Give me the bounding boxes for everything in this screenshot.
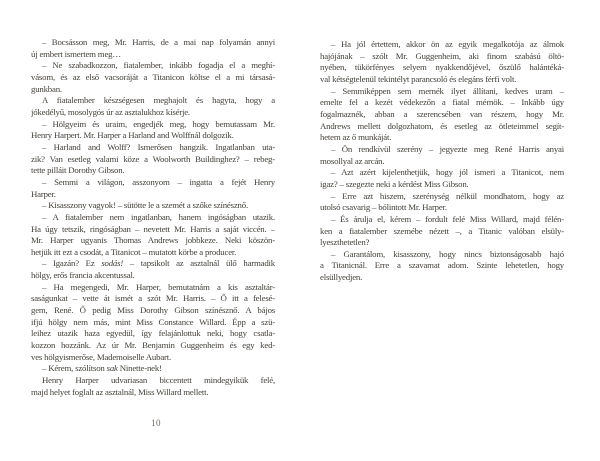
paragraph [31, 363, 275, 375]
text-line: – Semmiképpen sem mernék ilyet állítani, kedves uram – [331, 85, 564, 96]
paragraph [31, 95, 275, 118]
text-line: Henry Harpert. Mr. Harper a Harland and Wolffnál dolgozik. [31, 130, 234, 141]
text-line: hetem az ő munkáját. [320, 132, 392, 143]
text-line: lyeszthetetlen? [320, 237, 370, 248]
paragraph [31, 60, 275, 95]
text-line: – És árulja el, kérem – fordult felé Miss Willard, majd félén- [331, 213, 564, 224]
paragraph [31, 177, 275, 200]
paragraph [31, 37, 275, 60]
text-line: – Hölgyeim és uraim, engedjék meg, hogy bemutassam Mr. [42, 118, 275, 129]
text-line: – Ön rendkívül szerény – jegyezte meg René Harris anyai [331, 143, 564, 154]
page-left [31, 37, 275, 398]
text-line: val kétségtelenül tekintélyt parancsoló és elegáns férfi volt. [320, 73, 517, 84]
text-line: – Harland and Wolff? Ismerősen hangzik. Ingatlanban uta- [42, 141, 275, 152]
text-line: ken a fiatalember szemébe nézett –, a Titanic valóban elsüly- [320, 225, 564, 236]
page-right-text [320, 39, 564, 284]
text-line: Henry Harper udvariasan biccentett mindegyikük felé, [42, 375, 275, 386]
text-line: mosollyal az arcán. [320, 155, 385, 166]
text-line: Ha úgy tetszik, ringóságban – nevetett Mr. Harris a saját viccén. – [31, 223, 275, 234]
text-line: Harper. [31, 188, 56, 199]
text-line: – Ha megengedi, Mr. Harper, bemutatnám a kis asztaltár- [42, 281, 275, 292]
page-number: 10 [151, 418, 161, 428]
text-line: – Azt azért kijelenthetjük, hogy jól ismeri a Titanicot, nem [331, 167, 564, 178]
text-line: – Ha jól értettem, akkor ön az egyik megalkotója az álmok [331, 39, 564, 49]
paragraph [320, 39, 564, 86]
text-line: ves hölgyismerőse, Mademoiselle Aubart. [31, 351, 172, 362]
text-line: saságunkat – vette át ismét a szót Mr. Harris. – Ő itt a felesé- [31, 293, 275, 304]
paragraph [320, 249, 564, 284]
text-line: hölgy, erős francia akcentussal. [31, 270, 135, 281]
paragraph [320, 167, 564, 190]
text-line: Andrews mellett dolgozhatom, és esetleg az ötleteimmel segít- [320, 120, 564, 131]
text-line: – Semmi a világon, asszonyom – ingatta a fejét Henry [42, 176, 275, 187]
text-line: kozzon hozzánk. Az úr Mr. Benjamin Guggenheim és egy ked- [31, 340, 275, 351]
text-line: – Ne szabadkozzon, fiatalember, inkább fogadja el a meghí- [42, 60, 275, 71]
text-line: gunkban. [31, 83, 62, 94]
text-line: – Bocsásson meg, Mr. Harris, de a mai nap folyamán annyi [42, 37, 275, 47]
paragraph [31, 142, 275, 177]
text-line: majd helyet foglalt az asztalnál, Miss Willard mellett. [31, 386, 209, 397]
text-line: hetjük itt ezt a csodát, a Titanicot – mutatott körbe a producer. [31, 246, 237, 257]
text-line: gem, René. Ő pedig Miss Dorothy Gibson színésznő. A bájos [31, 305, 275, 316]
text-line: hajójának – szólt Mr. Guggenheim, aki finom szabású öltö- [320, 50, 564, 61]
paragraph [320, 191, 564, 214]
text-line: – Kérem, szólítson sak Ninette-nek! [42, 363, 162, 374]
text-line: – Igazán? Ez sodás! – tapsikolt az asztalnál ülő harmadik [42, 258, 275, 269]
text-line: leihez utazik haza egyedül, így felajánlottuk neki, hogy csatla- [31, 328, 275, 339]
text-line: – Erre azt hiszem, szerénység nélkül mondhatom, hogy az [331, 190, 564, 201]
text-line: jókedélyű, mosolygós úr az asztalukhoz kísérje. [31, 106, 190, 117]
text-line: emelte fel a kezét védekezőn a fiatal mérnök. – Inkább úgy [320, 97, 564, 108]
text-line: ifjú hölgy nem más, mint Miss Constance Willard. Épp a szü- [31, 316, 275, 327]
text-line: utolsó csavarig – bólintott Mr. Harper. [320, 202, 447, 213]
text-line: nyében, tükörfényes selyem nyakkendőjével, őszülő halántéká- [320, 62, 564, 73]
text-line: – Kisasszony vagyok! – sütötte le a szemét a szőke színésznő. [42, 200, 248, 211]
text-line: új embert ismertem meg… [31, 48, 121, 59]
paragraph [31, 258, 275, 281]
paragraph [31, 375, 275, 398]
paragraph [31, 200, 275, 212]
paragraph [31, 212, 275, 259]
text-line: fogalmaznék, abban a szerencsében van részem, hogy Mr. [320, 108, 564, 119]
paragraph [31, 119, 275, 142]
paragraph [320, 144, 564, 167]
page-right [320, 39, 564, 284]
text-line: – A fiatalember nem ingatlanban, hanem ingóságban utazik. [42, 211, 275, 222]
text-line: vásom, és az első vacsoráját a Titanicon költse el a mi társasá- [31, 71, 275, 82]
text-line: – Garantálom, kisasszony, hogy nincs biztonságosabb hajó [331, 248, 564, 259]
text-line: Mr. Harper ugyanis Thomas Andrews jobbkeze. Neki köszön- [31, 235, 275, 246]
text-line: elsüllyedjen. [320, 272, 363, 283]
page-left-text [31, 37, 275, 398]
text-line: a Titanicnál. Erre a szavamat adom. Szinte lehetetlen, hogy [320, 260, 564, 271]
text-line: igaz? – szegezte neki a kérdést Miss Gibson. [320, 178, 469, 189]
text-line: tette pilláit Dorothy Gibson. [31, 165, 125, 176]
text-line: zik? Van esetleg valami köze a Woolworth Buildinghez? – rebeg- [31, 153, 275, 164]
text-line: A fiatalember készségesen meghajolt és hagyta, hogy a [42, 95, 275, 106]
paragraph [320, 214, 564, 249]
paragraph [31, 282, 275, 364]
paragraph [320, 86, 564, 144]
